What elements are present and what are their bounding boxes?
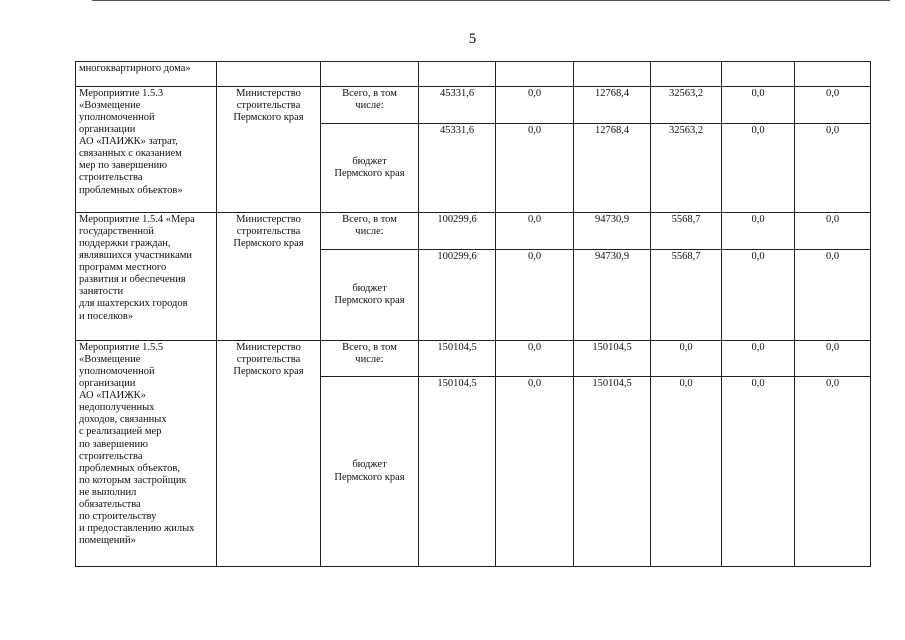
value-cell: 94730,9 (574, 250, 651, 341)
value-cell: 150104,5 (419, 377, 496, 567)
value-cell (419, 62, 496, 87)
top-rule (92, 0, 890, 3)
value-cell: 0,0 (496, 377, 574, 567)
value-cell: 0,0 (795, 377, 871, 567)
value-cell: 0,0 (496, 250, 574, 341)
source-cell: бюджет Пермского края (321, 124, 419, 213)
activity-name-cell: многоквартирного дома» (76, 62, 217, 87)
executor-cell: Министерство строительства Пермского края (217, 87, 321, 213)
value-cell: 150104,5 (419, 341, 496, 377)
value-cell (795, 62, 871, 87)
value-cell: 12768,4 (574, 87, 651, 124)
table-row (76, 213, 871, 250)
value-cell (722, 62, 795, 87)
value-cell: 0,0 (496, 124, 574, 213)
value-cell: 0,0 (795, 124, 871, 213)
source-cell: Всего, в том числе: (321, 213, 419, 250)
value-cell: 0,0 (722, 213, 795, 250)
value-cell: 5568,7 (651, 213, 722, 250)
value-cell: 12768,4 (574, 124, 651, 213)
table-row (76, 87, 871, 124)
source-cell: бюджет Пермского края (321, 377, 419, 567)
value-cell: 0,0 (795, 250, 871, 341)
value-cell: 0,0 (722, 341, 795, 377)
executor-cell: Министерство строительства Пермского края (217, 213, 321, 341)
activity-name-cell: Мероприятие 1.5.3 «Возмещение уполномоченной организации АО «ПАИЖК» затрат, связанных с оказанием мер по завершению строительства проблемных объектов» (76, 87, 217, 213)
value-cell: 0,0 (795, 87, 871, 124)
value-cell: 150104,5 (574, 341, 651, 377)
value-cell (574, 62, 651, 87)
value-cell: 0,0 (795, 341, 871, 377)
value-cell (651, 62, 722, 87)
budget-table (75, 61, 871, 567)
value-cell: 5568,7 (651, 250, 722, 341)
value-cell: 0,0 (496, 213, 574, 250)
table-row (76, 62, 871, 87)
value-cell: 0,0 (722, 87, 795, 124)
value-cell: 94730,9 (574, 213, 651, 250)
value-cell: 45331,6 (419, 87, 496, 124)
value-cell: 0,0 (722, 250, 795, 341)
value-cell (496, 62, 574, 87)
value-cell: 32563,2 (651, 87, 722, 124)
table-row (76, 341, 871, 377)
source-cell: Всего, в том числе: (321, 87, 419, 124)
value-cell: 0,0 (651, 341, 722, 377)
activity-name-cell: Мероприятие 1.5.4 «Мера государственной поддержки граждан, являвшихся участниками программ местного развития и обеспечения занятости для шахтерских городов и поселков» (76, 213, 217, 341)
value-cell: 0,0 (795, 213, 871, 250)
value-cell: 0,0 (651, 377, 722, 567)
activity-name-cell: Мероприятие 1.5.5 «Возмещение уполномоченной организации АО «ПАИЖК» недополученных доходов, связанных с реализацией мер по завершению строительства проблемных объектов, по которым застройщик не выполнил обязательства по строительству и предоставлению жилых помещений» (76, 341, 217, 567)
source-cell: бюджет Пермского края (321, 250, 419, 341)
value-cell: 45331,6 (419, 124, 496, 213)
value-cell: 100299,6 (419, 213, 496, 250)
source-cell (321, 62, 419, 87)
page-number: 5 (468, 31, 477, 47)
value-cell: 0,0 (496, 341, 574, 377)
value-cell: 32563,2 (651, 124, 722, 213)
value-cell: 0,0 (722, 124, 795, 213)
source-cell: Всего, в том числе: (321, 341, 419, 377)
value-cell: 0,0 (722, 377, 795, 567)
value-cell: 100299,6 (419, 250, 496, 341)
executor-cell: Министерство строительства Пермского края (217, 341, 321, 567)
value-cell: 150104,5 (574, 377, 651, 567)
executor-cell (217, 62, 321, 87)
value-cell: 0,0 (496, 87, 574, 124)
